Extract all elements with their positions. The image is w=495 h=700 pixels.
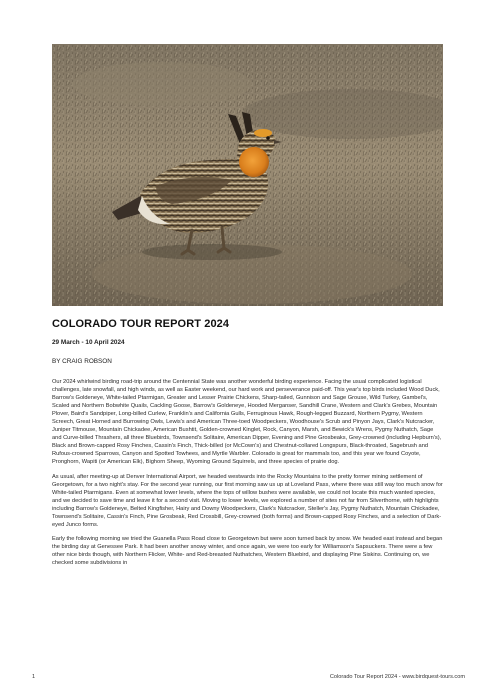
author-byline: BY CRAIG ROBSON [52,358,112,365]
prairie-chicken-photo [52,44,443,306]
page-number: 1 [32,674,36,680]
tour-dates: 29 March - 10 April 2024 [52,339,125,346]
footer-text: Colorado Tour Report 2024 - www.birdquest-tours.com [329,674,465,680]
body-paragraph: Our 2024 whirlwind birding road-trip around the Centennial State was another wonderful birding experience. Facing the usual complicated logistical challenges, late snowfall, and high winds, as well as Easter weekend, our hard work and perseverance paid-off. This year's top birds included Wood Duck, Barrow's Goldeneye, White-tailed Ptarmigan, Greater and Lesser Prairie Chickens, Sharp-tailed, Gunnison and Sage Grouse, Wild Turkey, Gambel's, Scaled and Northern Bobwhite Quails, Cackling Goose, Barrow's Goldeneye, Hooded Merganser, Sandhill Crane, Western and Clark's Grebes, Mountain Plover, Baird's Sandpiper, Long-billed Curlew, Franklin's and California Gulls, Ferruginous Hawk, Rough-legged Buzzard, Northern Pygmy, Western Screech, Great Horned and Burrowing Owls, Lewis's and American Three-toed Woodpeckers, Woodhouse's Scrub and Pinyon Jays, Clark's Nutcracker, Juniper Titmouse, Mountain Chickadee, American Bushtit, Golden-crowned Kinglet, Rock, Canyon, Marsh, and Bewick's Wrens, Pygmy Nuthatch, Sage and Curve-billed Thrashers, all three Bluebirds, Townsend's Solitaire, American Dipper, Evening and Pine Grosbeaks, Grey-crowned (including Hepburn's), Black and Brown-capped Rosy Finches, Cassin's Finch, Thick-billed (or McCown's) and Chestnut-collared Longspurs, Black-throated, Sagebrush and Rufous-crowned Sparrows, Canyon and Spotted Towhees, and Myrtle Warbler. Colorado is great for mammals too, and this year we found Coyote, Pronghorn, Wapiti (or American Elk), Bighorn Sheep, Wyoming Ground Squirrels, and three species of prairie dog. [52,379,442,466]
body-paragraph: Early the following morning we tried the Guanella Pass Road close to Georgetown but were soon turned back by snow. We headed east instead and began the birding day at Genessee Park. It had been another snowy winter, and once again, we were too early for Williamson's Sapsuckers. There were a few other nice birds though, with Northern Flicker, White- and Red-breasted Nuthatches, Western Bluebird, and displaying Pine Siskins. Continuing on, we checked some subdivisions in [52,535,443,566]
page-title: COLORADO TOUR REPORT 2024 [52,318,230,330]
report-body [52,378,443,573]
photo-illustration [52,44,443,306]
body-paragraph: As usual, after meeting-up at Denver International Airport, we headed westwards into the Rocky Mountains to the pretty former mining settlement of Georgetown, for a two night's stay. For the second year running, our first morning saw us up at Loveland Pass, where there was still way too much snow for White-tailed Ptarmigans. Even at somewhat lower levels, where the tops of willow bushes were available, we could not locate this much wanted species, and we decided to save time and leave it for a second visit. Moving to lower levels, we explored a number of sites not far from Silverthorne, with highlights including Barrow's Goldeneye, Belted Kingfisher, Hairy and Downy Woodpeckers, Clark's Nutcracker, Steller's Jay, Pygmy Nuthatch, Mountain Chickadee, Townsend's Solitaire, Cassin's Finch, Pine Grosbeak, Red Crossbill, Grey-crowned (both forms) and Brown-capped Rosy Finches, and a selection of Dark-eyed Junco forms. [52,473,443,528]
